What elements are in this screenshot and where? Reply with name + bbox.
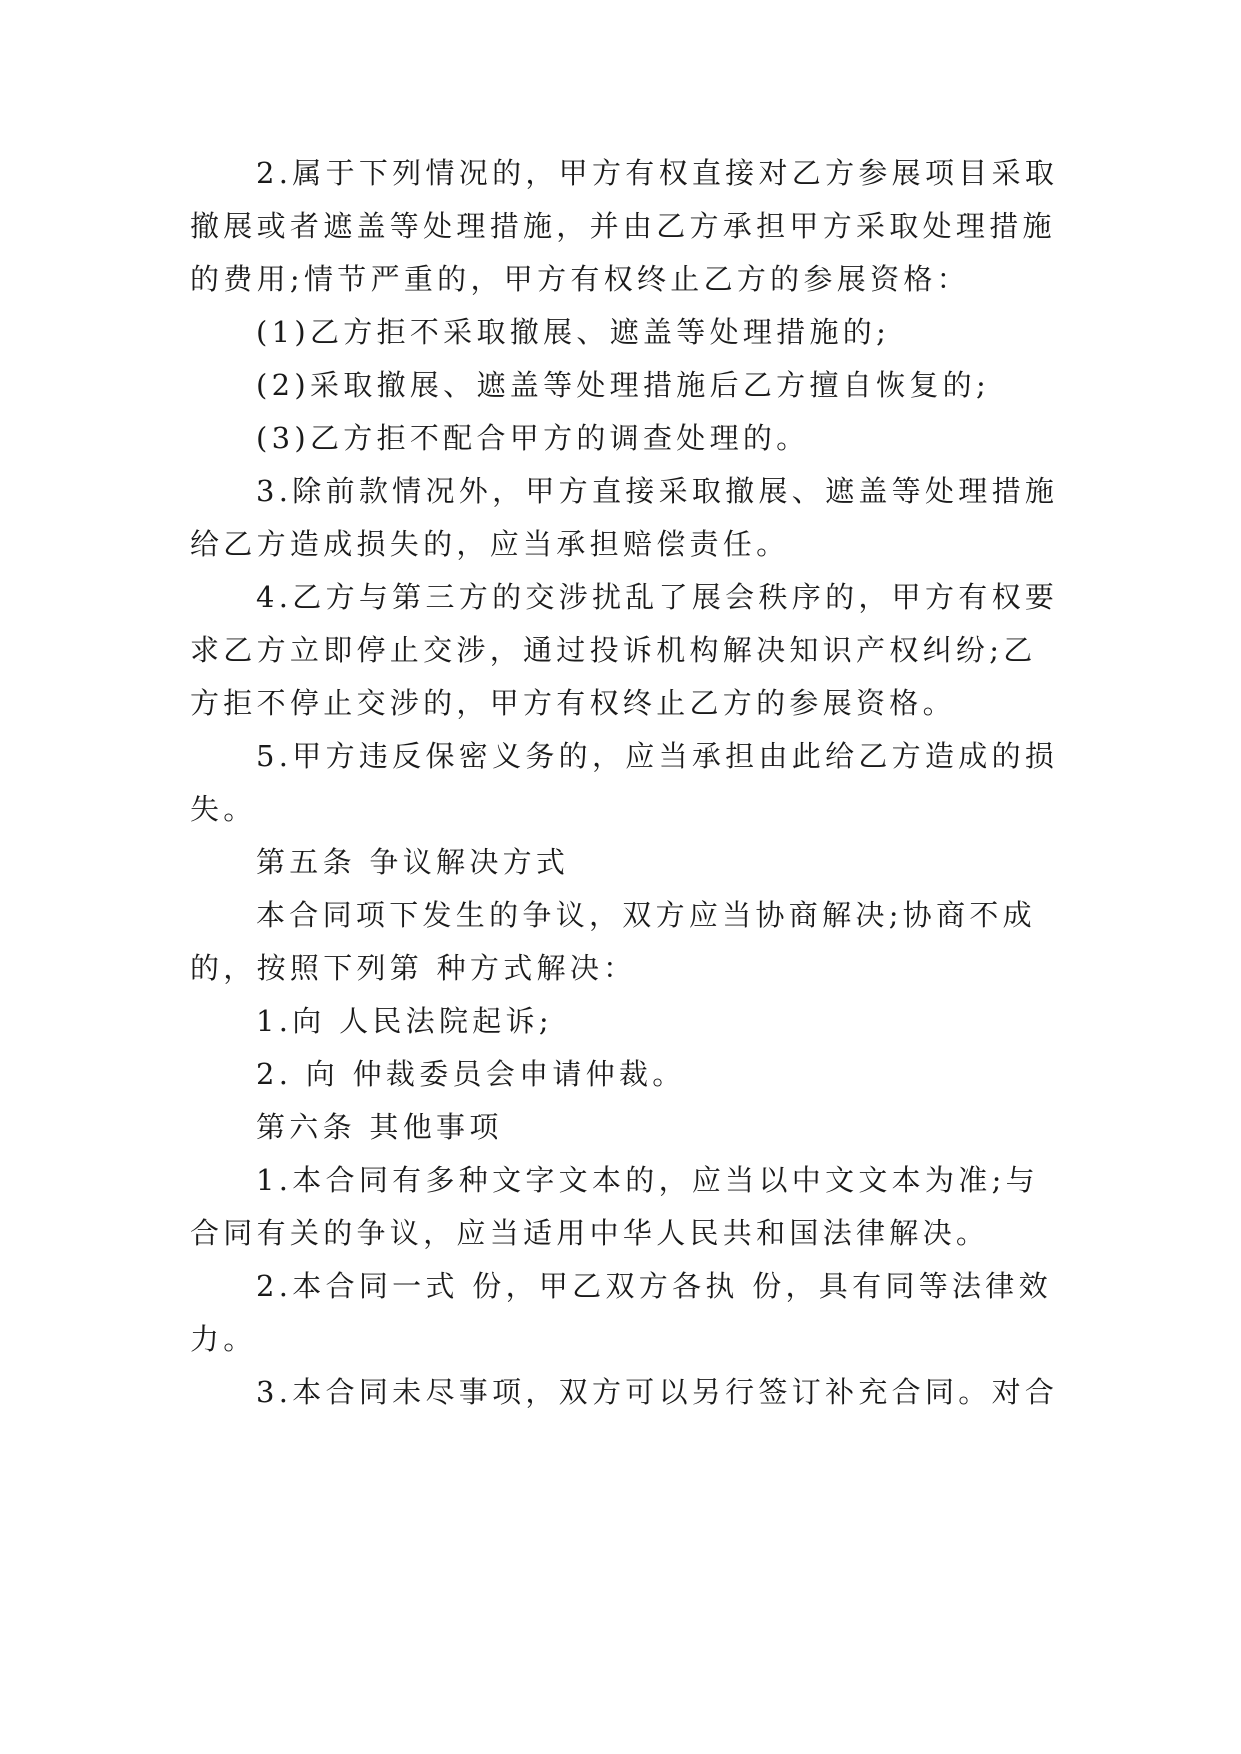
paragraph-line: 4.乙方与第三方的交涉扰乱了展会秩序的，甲方有权要 [256,580,1059,614]
paragraph-line: 3.除前款情况外，甲方直接采取撤展、遮盖等处理措施 [256,474,1059,508]
paragraph-line: 合同有关的争议，应当适用中华人民共和国法律解决。 [190,1216,990,1250]
list-item: 2. 向 仲裁委员会申请仲裁。 [256,1057,686,1091]
list-item: (2)采取撤展、遮盖等处理措施后乙方擅自恢复的; [256,368,991,402]
list-item: (3)乙方拒不配合甲方的调查处理的。 [256,421,810,455]
paragraph-line: 方拒不停止交涉的，甲方有权终止乙方的参展资格。 [190,686,956,720]
paragraph-line: 2.属于下列情况的，甲方有权直接对乙方参展项目采取 [256,156,1059,190]
paragraph-line: 撤展或者遮盖等处理措施，并由乙方承担甲方采取处理措施 [190,209,1056,243]
paragraph-line: 5.甲方违反保密义务的，应当承担由此给乙方造成的损 [256,739,1059,773]
section-heading: 第五条 争议解决方式 [256,845,570,879]
paragraph-line: 失。 [190,792,257,826]
paragraph-line: 本合同项下发生的争议，双方应当协商解决;协商不成 [256,898,1036,932]
paragraph-line: 1.本合同有多种文字文本的，应当以中文文本为准;与 [256,1163,1039,1197]
section-heading: 第六条 其他事项 [256,1110,503,1144]
list-item: (1)乙方拒不采取撤展、遮盖等处理措施的; [256,315,891,349]
paragraph-line: 给乙方造成损失的，应当承担赔偿责任。 [190,527,790,561]
paragraph-line: 3.本合同未尽事项，双方可以另行签订补充合同。对合 [256,1375,1059,1409]
paragraph-line: 的，按照下列第 种方式解决： [190,951,637,985]
paragraph-line: 的费用;情节严重的，甲方有权终止乙方的参展资格： [190,262,970,296]
paragraph-line: 力。 [190,1322,257,1356]
paragraph-line: 2.本合同一式 份，甲乙双方各执 份，具有同等法律效 [256,1269,1052,1303]
list-item: 1.向 人民法院起诉; [256,1004,553,1038]
paragraph-line: 求乙方立即停止交涉，通过投诉机构解决知识产权纠纷;乙 [190,633,1037,667]
